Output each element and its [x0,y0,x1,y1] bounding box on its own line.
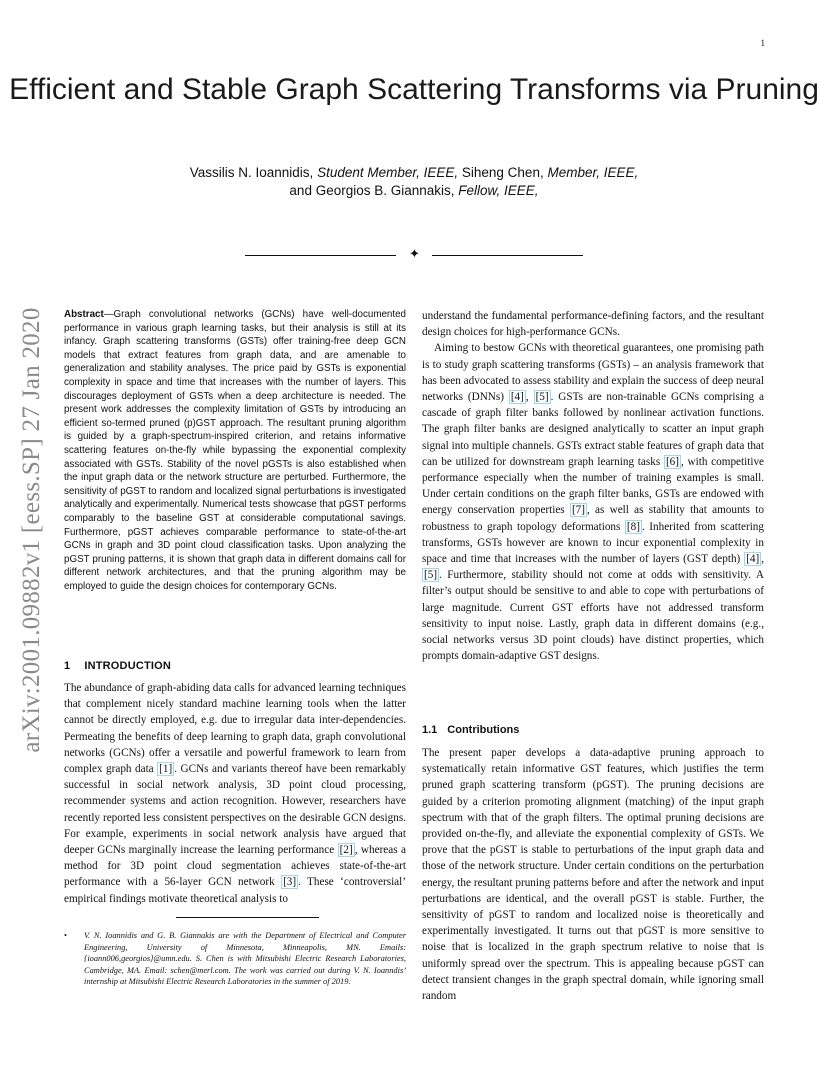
author-ioannidis: Vassilis N. Ioannidis, [189,165,318,180]
diamond-icon: ✦ [409,247,420,262]
abstract-label: Abstract [64,309,104,320]
citation-link[interactable]: [3] [283,876,297,889]
divider-rule-left [245,255,396,256]
contributions-paragraph [422,745,764,1004]
divider-rule-right [432,255,583,256]
author-line-2 [0,182,828,200]
author-line-1 [0,164,828,182]
text-run: . GCNs and variants thereof have been remarkably successful in social network analysis, 3D point cloud processing, recommender systems and action recognition. However, researchers have recently reported less consistent perspectives on the desirable GCN designs. For example, experiments in social network analysis have argued that deeper GCNs marginally increase the learning performance [64,763,406,857]
text-run: . These ‘controversial’ empirical findings motivate theoretical analysis to [64,876,406,905]
citation-link[interactable]: [5] [535,391,549,404]
subsection-title: Contributions [447,724,520,736]
author-chen: Siheng Chen, [458,165,548,180]
affiliation-ioannidis: Student Member, IEEE, [317,165,459,180]
paragraph-gst [422,340,764,664]
subsection-number: 1.1 [422,724,438,736]
text-run: , [761,553,764,566]
citation-link[interactable]: [2] [339,844,353,857]
text-run: , whereas a method for 3D point cloud segmentation achieves state-of-the-art performance with a 56-layer GCN network [64,844,406,889]
citation-link[interactable]: [4] [746,553,760,566]
contributions-text: The present paper develops a data-adaptive pruning approach to systematically retain informative GST features, which justifies the term pruned graph scattering transform (pGST). The pruning decisions are guided by a criterion promoting alignment (matching) of the input graph spectrum with that of the graph filters. The optimal pruning decisions are provided on-the-fly, and alleviate the exponential complexity of GSTs. We prove that the pGST is stable to perturbations of the input graph data and those of the network structure. Under certain conditions on the perturbation energy, the resultant pruning patterns before and after the network and input perturbations are identical, and the overall pGST is stable. Further, the sensitivity of pGST to random and localized noise is theoretically and experimentally investigated. It turns out that pGST is more sensitive to noise that is localized in the graph spectrum relative to noise that is uniformly spread over the spectrum. This is appealing because pGST can detect transient changes in the graph spectral domain, while ignoring small random [422,747,764,1003]
affiliation-chen: Member, IEEE, [547,165,639,180]
subsection-heading-contributions [422,724,519,736]
text-run: , with competitive performance especially when the number of training examples is small. Under certain conditions on the graph filter banks, GSTs are endowed with energy conservation properties [422,455,764,517]
text-run: , [525,391,534,404]
text-run: Aiming to bestow GCNs with theoretical guarantees, one promising path is to study graph scattering transforms (GSTs) – an analysis framework that has been advocated to assess stability and explain the success of deep neural networks (DNNs) [422,342,764,404]
footnote-separator [176,917,319,918]
arxiv-identifier-stamp [14,290,50,770]
text-run: . Inherited from scattering transforms, GSTs however are known to incur exponential complexity in space and time that increases with the number of layers (GST depth) [422,520,764,566]
page-number: 1 [760,38,765,48]
text-run: The abundance of graph-abiding data calls for advanced learning techniques that complement nicely standard machine learning tools when the latter cannot be directly employed, e.g. due to irregular data inter-dependencies. Permeating the benefits of deep learning to graph data, graph convolutional networks (GCNs) offer a versatile and powerful framework to learn from complex graph data [64,682,406,776]
section-number: 1 [64,660,71,672]
text-run: . GSTs are non-trainable GCNs comprising a cascade of graph filter banks followed by nonlinear activation functions. The graph filter banks are designed analytically to scatter an input graph signal into multiple channels. GSTs extract stable features of graph data that can be utilized for downstream graph learning tasks [422,391,764,468]
affiliation-footnote [64,930,406,988]
citation-link[interactable]: [8] [626,520,640,533]
intro-paragraph [64,680,406,907]
section-heading-introduction [64,660,171,672]
bullet-icon: • [64,931,67,940]
citation-link[interactable]: [5] [424,569,438,582]
paragraph-continued: understand the fundamental performance-defining factors, and the resultant design choices for high-performance GCNs. [422,310,764,339]
paper-title: Efficient and Stable Graph Scattering Transforms via Pruning [9,73,819,106]
section-title: INTRODUCTION [84,660,172,672]
footnote-text: V. N. Ioannidis and G. B. Giannakis are with the Department of Electrical and Computer Engineering, University of Minnesota, Minneapolis, MN. Emails: {ioann006,georgios}@umn.edu. S. Chen is with Mitsubishi Electric Research Laboratories, Cambridge, MA. Email: schen@merl.com. The work was carried out during V. N. Ioanndis’ internship at Mitsubishi Electric Research Laboratories in the summer of 2019. [84,931,406,987]
abstract-text: —Graph convolutional networks (GCNs) have well-documented performance in various graph learning tasks, but their analysis is still at its infancy. Graph scattering transforms (GSTs) offer training-free deep GCN models that extract features from graph data, and are amenable to generalization and stability analyses. The price paid by GSTs is exponential complexity in space and time that increases with the number of layers. This discourages deployment of GSTs when a deep architecture is needed. The present work addresses the complexity limitation of GSTs by introducing an efficient so-termed pruned (p)GST approach. The resultant pruning algorithm is guided by a graph-spectrum-inspired criterion, and retains informative scattering features on-the-fly while bypassing the exponential complexity associated with GSTs. Stability of the novel pGSTs is also established when the input graph data or the network structure are perturbed. Furthermore, the sensitivity of pGST to random and localized signal perturbations is investigated analytically and experimentally. Numerical tests showcase that pGST performs comparably to the baseline GST at considerable computational savings. Furthermore, pGST achieves comparable performance to state-of-the-art GCNs in graph and 3D point cloud classification tasks. Upon analyzing the pGST pruning patterns, it is shown that graph data in different domains call for different network architectures, and that the pruning algorithm may be employed to guide the design choices for contemporary GCNs. [64,309,406,592]
citation-link[interactable]: [1] [159,763,173,776]
title-divider [245,248,583,262]
affiliation-giannakis: Fellow, IEEE, [458,183,539,198]
citation-link[interactable]: [6] [665,455,679,468]
author-giannakis: and Georgios B. Giannakis, [289,183,459,198]
right-column-intro [422,308,764,664]
abstract [64,308,406,593]
text-run: , as well as stability that amounts to robustness to graph topology deformations [422,504,764,533]
citation-link[interactable]: [4] [510,391,524,404]
text-run: . Furthermore, stability should not come at odds with sensitivity. A filter’s output should be sensitive to and able to cope with perturbations of large magnitude. Current GST efforts have not addressed transform sensitivity to input noise. Lastly, graph data in different domains (e.g., social networks versus 3D point clouds) have distinct properties, which prompts domain-adaptive GST designs. [422,569,764,663]
author-list [0,164,828,200]
citation-link[interactable]: [7] [571,504,585,517]
arxiv-stamp-text: arXiv:2001.09882v1 [eess.SP] 27 Jan 2020 [18,307,45,753]
